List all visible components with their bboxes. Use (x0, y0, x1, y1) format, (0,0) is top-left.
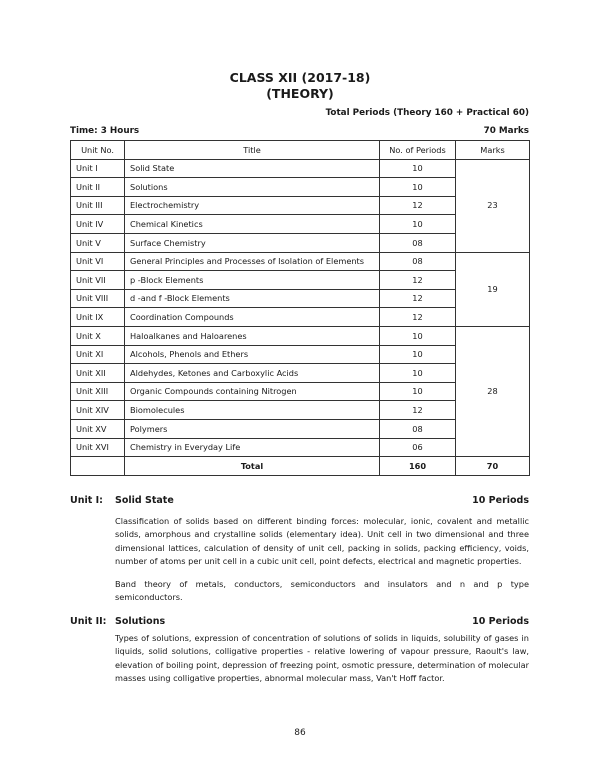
table-row (71, 252, 530, 271)
unit-cell: Unit III (71, 196, 125, 215)
title-cell: Chemistry in Everyday Life (125, 438, 380, 457)
periods-cell: 10 (380, 345, 456, 364)
marks-cell: 23 (456, 159, 530, 252)
unit-cell: Unit XIII (71, 382, 125, 401)
page-title: CLASS XII (2017-18) (229, 70, 371, 85)
unit-description (115, 578, 529, 605)
title-cell: Solutions (125, 178, 380, 197)
periods-cell: 06 (380, 438, 456, 457)
unit-periods: 10 Periods (472, 616, 529, 627)
title-cell: Polymers (125, 419, 380, 438)
unit-cell: Unit VIII (71, 289, 125, 308)
total-marks: 70 Marks (483, 126, 529, 136)
total-marks-cell: 70 (456, 457, 530, 476)
column-header-title: Title (125, 141, 380, 160)
periods-cell: 10 (380, 364, 456, 383)
unit-cell: Unit XVI (71, 438, 125, 457)
unit-cell: Unit I (71, 159, 125, 178)
title-cell: Solid State (125, 159, 380, 178)
title-cell: Surface Chemistry (125, 233, 380, 252)
unit-periods: 10 Periods (472, 495, 529, 506)
marks-cell: 28 (456, 326, 530, 456)
column-header-unit: Unit No. (71, 141, 125, 160)
unit-name: Solid State (115, 495, 174, 506)
unit-cell: Unit X (71, 326, 125, 345)
title-cell: Electrochemistry (125, 196, 380, 215)
periods-cell: 08 (380, 233, 456, 252)
periods-cell: 08 (380, 252, 456, 271)
unit-name: Solutions (115, 616, 166, 627)
table-header-row (71, 141, 530, 160)
periods-cell: 08 (380, 419, 456, 438)
title-cell: Alcohols, Phenols and Ethers (125, 345, 380, 364)
title-cell: p -Block Elements (125, 271, 380, 290)
marks-cell: 19 (456, 252, 530, 326)
unit-description: Classification of solids based on different binding forces: molecular, ionic, covalent and metallic solids, amorphous and crystalline solids (elementary idea). Unit cell in two dimensional and three dimensional lattices, calculation of density of unit cell, packing in solids, packing efficiency, voids, number of atoms per unit cell in a cubic unit cell, point defects, electrical and magnetic properties. (115, 516, 529, 567)
total-label: Total (125, 457, 380, 476)
periods-cell: 10 (380, 178, 456, 197)
total-periods: Total Periods (Theory 160 + Practical 60) (325, 108, 529, 118)
periods-cell: 10 (380, 215, 456, 234)
table-row (71, 159, 530, 178)
title-cell: Haloalkanes and Haloarenes (125, 326, 380, 345)
periods-cell: 12 (380, 401, 456, 420)
title-cell: Biomolecules (125, 401, 380, 420)
unit-cell: Unit VI (71, 252, 125, 271)
page-subtitle: (THEORY) (266, 86, 334, 101)
periods-cell: 12 (380, 196, 456, 215)
page-number: 86 (294, 728, 306, 738)
syllabus-table (70, 140, 530, 476)
periods-cell: 10 (380, 382, 456, 401)
unit-number: Unit I: (70, 495, 103, 506)
time-allowed: Time: 3 Hours (70, 126, 140, 136)
periods-cell: 12 (380, 289, 456, 308)
unit-number: Unit II: (70, 616, 107, 627)
table-row (71, 326, 530, 345)
unit-cell: Unit II (71, 178, 125, 197)
unit-cell: Unit IV (71, 215, 125, 234)
column-header-periods: No. of Periods (380, 141, 456, 160)
unit-cell: Unit V (71, 233, 125, 252)
title-cell: Aldehydes, Ketones and Carboxylic Acids (125, 364, 380, 383)
title-cell: d -and f -Block Elements (125, 289, 380, 308)
periods-cell: 10 (380, 159, 456, 178)
title-cell: Coordination Compounds (125, 308, 380, 327)
periods-cell: 12 (380, 271, 456, 290)
title-cell: General Principles and Processes of Isolation of Elements (125, 252, 380, 271)
total-periods-cell: 160 (380, 457, 456, 476)
title-cell: Organic Compounds containing Nitrogen (125, 382, 380, 401)
empty-cell (71, 457, 125, 476)
unit-cell: Unit XI (71, 345, 125, 364)
unit-description-text: Band theory of metals, conductors, semiconductors and insulators and n and p type semiconductors. (115, 579, 529, 603)
periods-cell: 10 (380, 326, 456, 345)
unit-cell: Unit XIV (71, 401, 125, 420)
unit-cell: Unit XII (71, 364, 125, 383)
unit-cell: Unit XV (71, 419, 125, 438)
column-header-marks: Marks (456, 141, 530, 160)
total-row (71, 457, 530, 476)
unit-cell: Unit VII (71, 271, 125, 290)
periods-cell: 12 (380, 308, 456, 327)
unit-cell: Unit IX (71, 308, 125, 327)
title-cell: Chemical Kinetics (125, 215, 380, 234)
unit-description: Types of solutions, expression of concentration of solutions of solids in liquids, solubility of gases in liquids, solid solutions, colligative properties - relative lowering of vapour pressure, Raoult's law, elevation of boiling point, depression of freezing point, osmotic pressure, determination of molecular masses using colligative properties, abnormal molecular mass, Van't Hoff factor. (115, 633, 529, 684)
